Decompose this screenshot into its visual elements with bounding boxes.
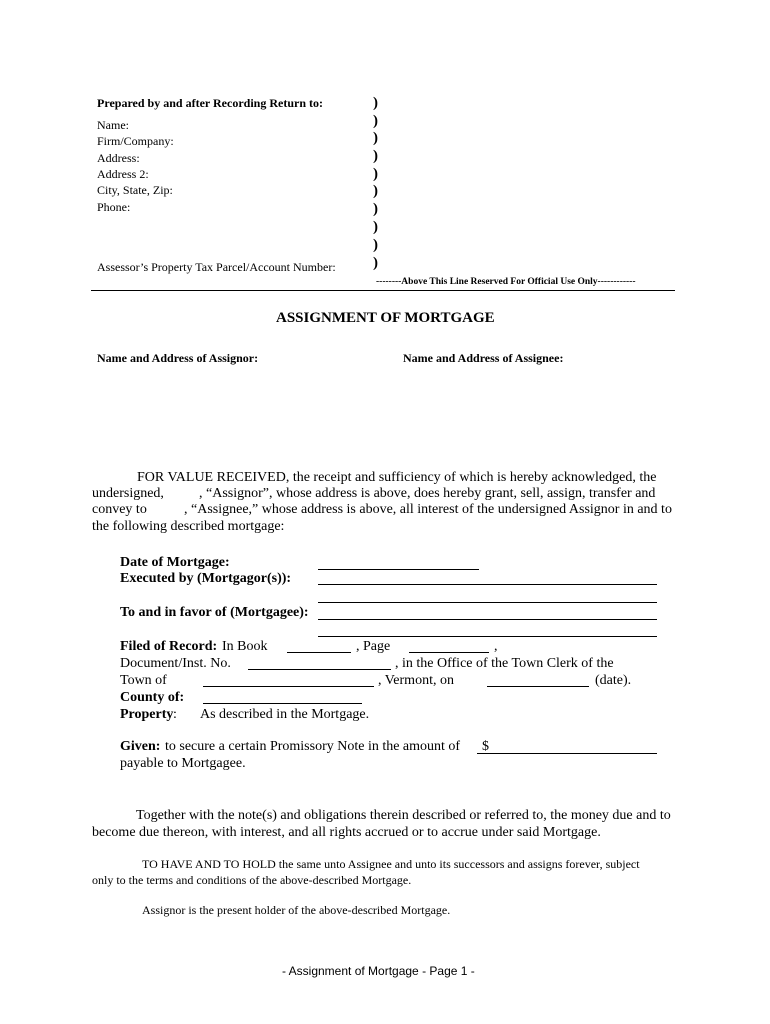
in-book-label: In Book bbox=[222, 639, 268, 654]
county-blank[interactable] bbox=[203, 703, 362, 704]
bracket-mark: ) bbox=[373, 166, 378, 182]
consideration-assignor-text: , “Assignor”, whose address is above, does hereby grant, sell, assign, transfer and bbox=[199, 486, 656, 501]
consideration-line-4: the following described mortgage: bbox=[92, 519, 285, 534]
mortgagor-blank[interactable] bbox=[318, 584, 657, 585]
page-footer: - Assignment of Mortgage - Page 1 - bbox=[282, 964, 475, 978]
bracket-mark: ) bbox=[373, 113, 378, 129]
mortgagor-blank-2[interactable] bbox=[318, 602, 657, 603]
vermont-text: , Vermont, on bbox=[378, 673, 454, 688]
address2-field-label: Address 2: bbox=[97, 167, 149, 181]
filed-of-record-label: Filed of Record: bbox=[120, 639, 218, 654]
address-field-label: Address: bbox=[97, 151, 140, 165]
property-value: As described in the Mortgage. bbox=[200, 707, 370, 722]
property-colon: : bbox=[173, 707, 177, 722]
bracket-mark: ) bbox=[373, 255, 378, 271]
assignee-label: Name and Address of Assignee: bbox=[403, 351, 564, 365]
page-comma: , bbox=[494, 639, 498, 654]
given-text: to secure a certain Promissory Note in the amount of bbox=[165, 739, 461, 754]
city-state-zip-field-label: City, State, Zip: bbox=[97, 183, 173, 197]
note-amount-blank[interactable] bbox=[477, 753, 657, 754]
date-of-mortgage-label: Date of Mortgage: bbox=[120, 555, 230, 570]
consideration-assignee-text: , “Assignee,” whose address is above, all interest of the undersigned Assignor in and to bbox=[184, 502, 672, 517]
bracket-mark: ) bbox=[373, 219, 378, 235]
page-label: , Page bbox=[356, 639, 391, 654]
county-label: County of: bbox=[120, 690, 185, 705]
payable-text: payable to Mortgagee. bbox=[120, 756, 246, 771]
name-field-label: Name: bbox=[97, 118, 129, 132]
mortgagee-blank-2[interactable] bbox=[318, 636, 657, 637]
bracket-mark: ) bbox=[373, 237, 378, 253]
page-blank[interactable] bbox=[409, 652, 489, 653]
bracket-mark: ) bbox=[373, 95, 378, 111]
dollar-sign: $ bbox=[482, 739, 489, 754]
official-use-line: --------Above This Line Reserved For Official Use Only------------ bbox=[376, 277, 636, 287]
firm-field-label: Firm/Company: bbox=[97, 134, 174, 148]
document-number-label: Document/Inst. No. bbox=[120, 656, 231, 671]
town-blank[interactable] bbox=[203, 686, 374, 687]
parcel-number-label: Assessor’s Property Tax Parcel/Account Number: bbox=[97, 260, 336, 274]
bracket-mark: ) bbox=[373, 148, 378, 164]
document-number-blank[interactable] bbox=[248, 669, 391, 670]
document-title: ASSIGNMENT OF MORTGAGE bbox=[276, 310, 495, 326]
mortgagee-label: To and in favor of (Mortgagee): bbox=[120, 605, 309, 620]
header-divider bbox=[91, 290, 675, 291]
book-blank[interactable] bbox=[287, 652, 351, 653]
date-of-mortgage-blank[interactable] bbox=[318, 569, 479, 570]
habendum-line-2: only to the terms and conditions of the above-described Mortgage. bbox=[92, 873, 412, 887]
town-clerk-text: , in the Office of the Town Clerk of the bbox=[395, 656, 614, 671]
given-label: Given: bbox=[120, 739, 161, 754]
date-suffix: (date). bbox=[595, 673, 632, 688]
bracket-mark: ) bbox=[373, 183, 378, 199]
consideration-undersigned: undersigned, bbox=[92, 486, 164, 501]
prepared-by-heading: Prepared by and after Recording Return to: bbox=[97, 96, 323, 110]
habendum-line-1: TO HAVE AND TO HOLD the same unto Assignee and unto its successors and assigns forever, subject bbox=[142, 857, 640, 871]
town-of-label: Town of bbox=[120, 673, 167, 688]
phone-field-label: Phone: bbox=[97, 200, 131, 214]
record-date-blank[interactable] bbox=[487, 686, 589, 687]
bracket-mark: ) bbox=[373, 201, 378, 217]
property-label: Property bbox=[120, 707, 174, 722]
assignor-label: Name and Address of Assignor: bbox=[97, 351, 259, 365]
mortgagor-label: Executed by (Mortgagor(s)): bbox=[120, 571, 292, 586]
holder-statement: Assignor is the present holder of the above-described Mortgage. bbox=[142, 903, 451, 917]
together-line-2: become due thereon, with interest, and all rights accrued or to accrue under said Mortgage. bbox=[92, 825, 601, 840]
consideration-convey-to: convey to bbox=[92, 502, 147, 517]
bracket-mark: ) bbox=[373, 130, 378, 146]
mortgagee-blank[interactable] bbox=[318, 619, 657, 620]
together-line-1: Together with the note(s) and obligations therein described or referred to, the money due and to bbox=[136, 808, 671, 823]
consideration-line-1: FOR VALUE RECEIVED, the receipt and sufficiency of which is hereby acknowledged, the bbox=[137, 470, 657, 485]
